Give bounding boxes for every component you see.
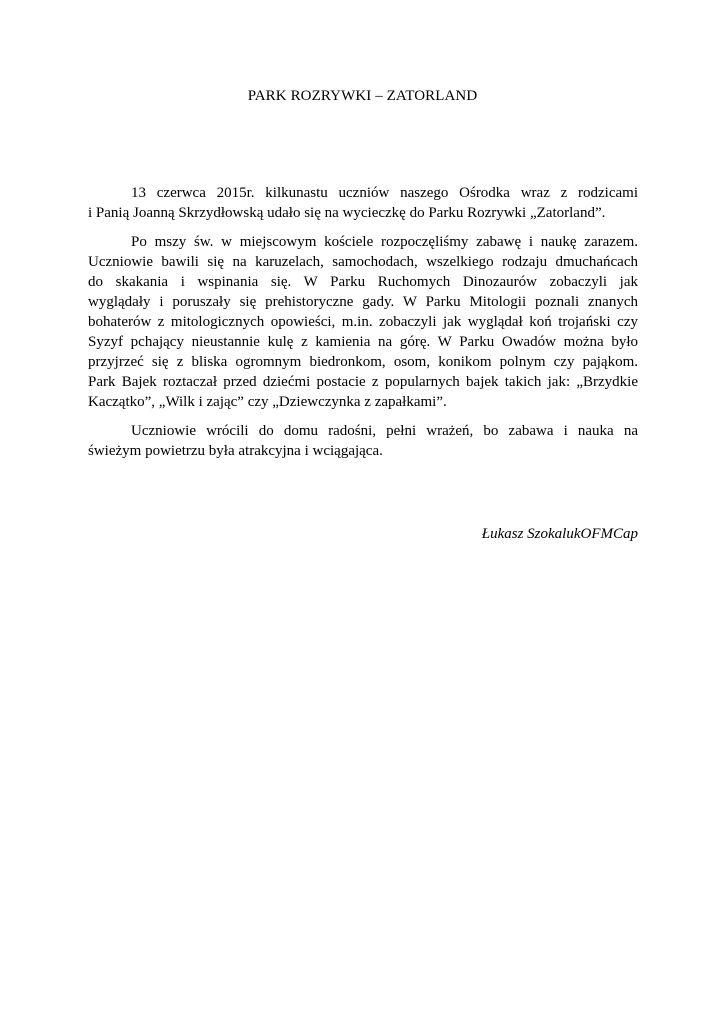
paragraph-line: wyglądały i poruszały się prehistoryczne gady. W Parku Mitologii poznali znanych: [88, 294, 638, 310]
document-title: PARK ROZRYWKI – ZATORLAND: [247, 88, 478, 104]
paragraph-line: bohaterów z mitologicznych opowieści, m.in. zobaczyli jak wyglądał koń trojański czy: [88, 314, 638, 330]
paragraph-line: Kaczątko”, „Wilk i zając” czy „Dziewczynka z zapałkami”.: [88, 394, 447, 410]
paragraph-3: [88, 421, 638, 461]
paragraph-line: i Panią Joanną Skrzydłowską udało się na wycieczkę do Parku Rozrywki „Zatorland”.: [88, 205, 606, 221]
author-signature: Łukasz SzokalukOFMCap: [481, 526, 638, 542]
paragraph-line: Uczniowie wrócili do domu radośni, pełni wrażeń, bo zabawa i nauka na: [131, 423, 638, 439]
document-body: [88, 183, 638, 470]
paragraph-line: do skakania i wspinania się. W Parku Ruchomych Dinozaurów zobaczyli jak: [88, 274, 638, 290]
paragraph-line: 13 czerwca 2015r. kilkunastu uczniów naszego Ośrodka wraz z rodzicami: [131, 185, 638, 201]
paragraph-line: przyjrzeć się z bliska ogromnym biedronkom, osom, konikom polnym czy pająkom.: [88, 354, 638, 370]
paragraph-2: [88, 232, 638, 412]
paragraph-line: Syzyf pchający nieustannie kulę z kamienia na górę. W Parku Owadów można było: [88, 334, 638, 350]
paragraph-line: Uczniowie bawili się na karuzelach, samochodach, wszelkiego rodzaju dmuchańcach: [88, 254, 638, 270]
paragraph-line: Park Bajek roztaczał przed dziećmi postacie z popularnych bajek takich jak: „Brzydkie: [88, 374, 638, 390]
paragraph-line: Po mszy św. w miejscowym kościele rozpoczęliśmy zabawę i naukę zarazem.: [131, 234, 638, 250]
paragraph-line: świeżym powietrzu była atrakcyjna i wciągająca.: [88, 443, 383, 459]
paragraph-1: [88, 183, 638, 223]
